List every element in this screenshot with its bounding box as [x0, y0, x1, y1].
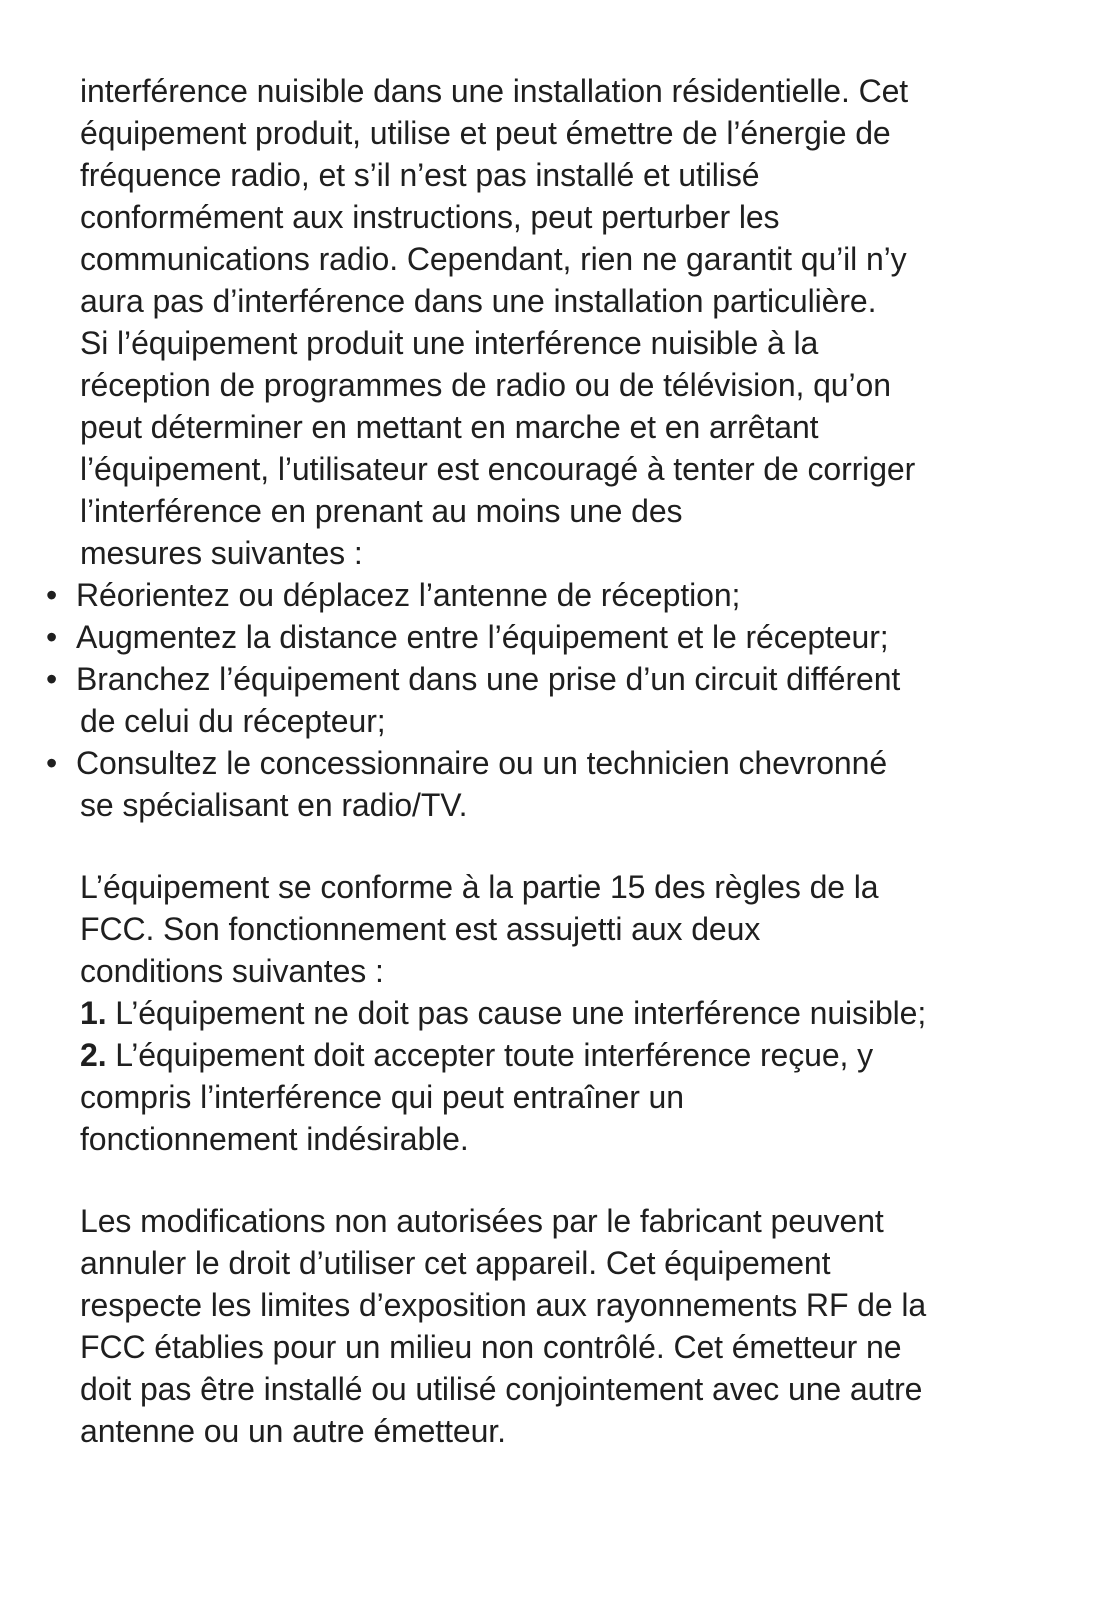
- bullet-item: [46, 616, 889, 658]
- modification-line: doit pas être installé ou utilisé conjointement avec une autre: [80, 1371, 923, 1407]
- condition-number: 2.: [80, 1037, 107, 1073]
- bullet-marker: •: [46, 745, 58, 781]
- intro-line: équipement produit, utilise et peut émettre de l’énergie de: [80, 115, 891, 151]
- condition-text: L’équipement doit accepter toute interférence reçue, y: [106, 1037, 874, 1073]
- intro-line: peut déterminer en mettant en marche et en arrêtant: [80, 409, 819, 445]
- condition-item: [80, 1034, 873, 1076]
- condition-item: [80, 992, 926, 1034]
- bullet-text: Réorientez ou déplacez l’antenne de réception;: [76, 577, 741, 613]
- intro-line: fréquence radio, et s’il n’est pas installé et utilisé: [80, 157, 760, 193]
- intro-line: l’équipement, l’utilisateur est encouragé à tenter de corriger: [80, 451, 916, 487]
- intro-line: interférence nuisible dans une installation résidentielle. Cet: [80, 73, 909, 109]
- condition-continuation: compris l’interférence qui peut entraîner un: [80, 1079, 684, 1115]
- bullet-continuation: de celui du récepteur;: [80, 703, 386, 739]
- intro-line: aura pas d’interférence dans une installation particulière.: [80, 283, 877, 319]
- bullet-marker: •: [46, 577, 58, 613]
- bullet-text: Augmentez la distance entre l’équipement et le récepteur;: [76, 619, 889, 655]
- intro-line: réception de programmes de radio ou de télévision, qu’on: [80, 367, 891, 403]
- fcc-line: FCC. Son fonctionnement est assujetti aux deux: [80, 911, 761, 947]
- bullet-text: Branchez l’équipement dans une prise d’un circuit différent: [76, 661, 901, 697]
- bullet-item: [46, 574, 740, 616]
- condition-continuation: fonctionnement indésirable.: [80, 1121, 469, 1157]
- bullet-continuation: se spécialisant en radio/TV.: [80, 787, 468, 823]
- modification-line: Les modifications non autorisées par le fabricant peuvent: [80, 1203, 884, 1239]
- condition-text: L’équipement ne doit pas cause une interférence nuisible;: [106, 995, 927, 1031]
- bullet-marker: •: [46, 661, 58, 697]
- fcc-line: L’équipement se conforme à la partie 15 des règles de la: [80, 869, 879, 905]
- intro-line: communications radio. Cependant, rien ne garantit qu’il n’y: [80, 241, 907, 277]
- modification-line: antenne ou un autre émetteur.: [80, 1413, 506, 1449]
- intro-line: l’interférence en prenant au moins une des: [80, 493, 683, 529]
- intro-line: Si l’équipement produit une interférence nuisible à la: [80, 325, 819, 361]
- intro-line: conformément aux instructions, peut perturber les: [80, 199, 780, 235]
- bullet-item: [46, 658, 900, 700]
- modification-line: respecte les limites d’exposition aux rayonnements RF de la: [80, 1287, 927, 1323]
- bullet-item: [46, 742, 887, 784]
- modification-line: annuler le droit d’utiliser cet appareil. Cet équipement: [80, 1245, 831, 1281]
- modification-line: FCC établies pour un milieu non contrôlé. Cet émetteur ne: [80, 1329, 902, 1365]
- intro-line: mesures suivantes :: [80, 535, 363, 571]
- bullet-text: Consultez le concessionnaire ou un technicien chevronné: [76, 745, 888, 781]
- fcc-line: conditions suivantes :: [80, 953, 384, 989]
- condition-number: 1.: [80, 995, 107, 1031]
- bullet-marker: •: [46, 619, 58, 655]
